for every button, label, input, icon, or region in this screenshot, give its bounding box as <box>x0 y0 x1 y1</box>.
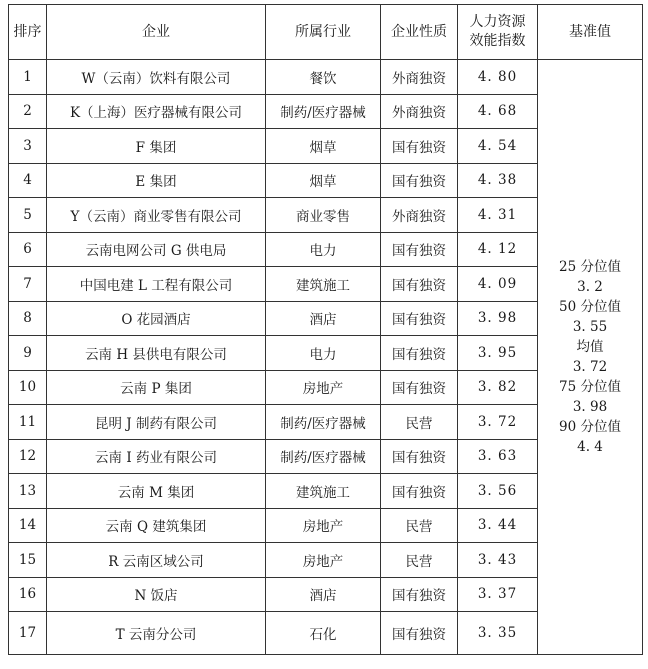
cell-company: 云南 Q 建筑集团 <box>47 508 266 543</box>
cell-industry: 石化 <box>266 612 381 655</box>
cell-company: 中国电建 L 工程有限公司 <box>47 267 266 302</box>
cell-rank: 1 <box>9 60 47 95</box>
cell-rank: 10 <box>9 370 47 405</box>
cell-company: 云南电网公司 G 供电局 <box>47 232 266 267</box>
cell-efficiency-index: 4. 12 <box>458 232 538 267</box>
cell-efficiency-index: 3. 43 <box>458 543 538 578</box>
cell-rank: 2 <box>9 94 47 129</box>
cell-industry: 房地产 <box>266 508 381 543</box>
cell-nature: 民营 <box>381 405 458 440</box>
cell-rank: 16 <box>9 577 47 612</box>
benchmark-label: 25 分位值 <box>559 259 621 275</box>
efficiency-ranking-table <box>8 4 643 655</box>
cell-rank: 11 <box>9 405 47 440</box>
header-benchmark: 基准值 <box>538 5 643 60</box>
benchmark-value: 3. 2 <box>577 279 603 295</box>
cell-company: N 饭店 <box>47 577 266 612</box>
cell-nature: 国有独资 <box>381 336 458 371</box>
cell-company: 云南 P 集团 <box>47 370 266 405</box>
cell-industry: 房地产 <box>266 543 381 578</box>
cell-industry: 烟草 <box>266 163 381 198</box>
cell-efficiency-index: 3. 72 <box>458 405 538 440</box>
benchmark-label: 均值 <box>576 339 604 355</box>
cell-rank: 15 <box>9 543 47 578</box>
cell-nature: 外商独资 <box>381 94 458 129</box>
cell-rank: 8 <box>9 301 47 336</box>
benchmark-value: 4. 4 <box>577 439 603 455</box>
cell-company: W（云南）饮料有限公司 <box>47 60 266 95</box>
benchmark-value: 3. 55 <box>572 319 608 335</box>
cell-nature: 国有独资 <box>381 129 458 164</box>
cell-rank: 6 <box>9 232 47 267</box>
header-industry: 所属行业 <box>266 5 381 60</box>
cell-rank: 9 <box>9 336 47 371</box>
cell-nature: 民营 <box>381 543 458 578</box>
header-index-line1: 人力资源 <box>469 14 526 30</box>
cell-company: F 集团 <box>47 129 266 164</box>
cell-efficiency-index: 4. 80 <box>458 60 538 95</box>
cell-nature: 国有独资 <box>381 474 458 509</box>
cell-company: T 云南分公司 <box>47 612 266 655</box>
cell-rank: 7 <box>9 267 47 302</box>
table-row <box>9 60 643 95</box>
cell-company: E 集团 <box>47 163 266 198</box>
cell-nature: 国有独资 <box>381 301 458 336</box>
cell-efficiency-index: 3. 82 <box>458 370 538 405</box>
cell-efficiency-index: 3. 98 <box>458 301 538 336</box>
cell-industry: 电力 <box>266 232 381 267</box>
cell-efficiency-index: 3. 63 <box>458 439 538 474</box>
cell-rank: 12 <box>9 439 47 474</box>
cell-rank: 5 <box>9 198 47 233</box>
cell-efficiency-index: 3. 44 <box>458 508 538 543</box>
cell-efficiency-index: 3. 37 <box>458 577 538 612</box>
cell-company: 云南 I 药业有限公司 <box>47 439 266 474</box>
table-header <box>9 5 643 60</box>
cell-industry: 酒店 <box>266 577 381 612</box>
benchmark-label: 50 分位值 <box>559 299 621 315</box>
cell-efficiency-index: 4. 31 <box>458 198 538 233</box>
cell-industry: 商业零售 <box>266 198 381 233</box>
header-rank: 排序 <box>9 5 47 60</box>
cell-nature: 外商独资 <box>381 198 458 233</box>
cell-efficiency-index: 4. 68 <box>458 94 538 129</box>
cell-industry: 餐饮 <box>266 60 381 95</box>
header-index-line2: 效能指数 <box>469 33 526 49</box>
cell-industry: 房地产 <box>266 370 381 405</box>
cell-company: 昆明 J 制药有限公司 <box>47 405 266 440</box>
cell-company: Y（云南）商业零售有限公司 <box>47 198 266 233</box>
header-nature: 企业性质 <box>381 5 458 60</box>
benchmark-value: 3. 72 <box>572 359 608 375</box>
cell-nature: 国有独资 <box>381 577 458 612</box>
cell-nature: 民营 <box>381 508 458 543</box>
header-row <box>9 5 643 60</box>
header-index <box>458 5 538 60</box>
benchmark-cell <box>538 60 643 655</box>
cell-rank: 3 <box>9 129 47 164</box>
benchmark-value: 3. 98 <box>572 399 608 415</box>
cell-nature: 国有独资 <box>381 232 458 267</box>
cell-industry: 电力 <box>266 336 381 371</box>
cell-company: 云南 H 县供电有限公司 <box>47 336 266 371</box>
cell-efficiency-index: 4. 54 <box>458 129 538 164</box>
cell-company: O 花园酒店 <box>47 301 266 336</box>
cell-rank: 13 <box>9 474 47 509</box>
cell-industry: 建筑施工 <box>266 267 381 302</box>
cell-efficiency-index: 3. 35 <box>458 612 538 655</box>
cell-nature: 国有独资 <box>381 439 458 474</box>
cell-nature: 国有独资 <box>381 370 458 405</box>
header-company: 企业 <box>47 5 266 60</box>
cell-industry: 制药/医疗器械 <box>266 439 381 474</box>
cell-company: 云南 M 集团 <box>47 474 266 509</box>
cell-rank: 17 <box>9 612 47 655</box>
cell-efficiency-index: 4. 09 <box>458 267 538 302</box>
cell-efficiency-index: 4. 38 <box>458 163 538 198</box>
table-body <box>9 60 643 655</box>
cell-industry: 制药/医疗器械 <box>266 94 381 129</box>
cell-company: R 云南区域公司 <box>47 543 266 578</box>
cell-nature: 国有独资 <box>381 267 458 302</box>
cell-industry: 制药/医疗器械 <box>266 405 381 440</box>
cell-efficiency-index: 3. 56 <box>458 474 538 509</box>
benchmark-label: 75 分位值 <box>559 379 621 395</box>
cell-nature: 外商独资 <box>381 60 458 95</box>
cell-industry: 烟草 <box>266 129 381 164</box>
cell-rank: 14 <box>9 508 47 543</box>
cell-rank: 4 <box>9 163 47 198</box>
cell-industry: 酒店 <box>266 301 381 336</box>
cell-company: K（上海）医疗器械有限公司 <box>47 94 266 129</box>
benchmark-label: 90 分位值 <box>559 419 621 435</box>
cell-industry: 建筑施工 <box>266 474 381 509</box>
cell-nature: 国有独资 <box>381 163 458 198</box>
cell-nature: 国有独资 <box>381 612 458 655</box>
cell-efficiency-index: 3. 95 <box>458 336 538 371</box>
